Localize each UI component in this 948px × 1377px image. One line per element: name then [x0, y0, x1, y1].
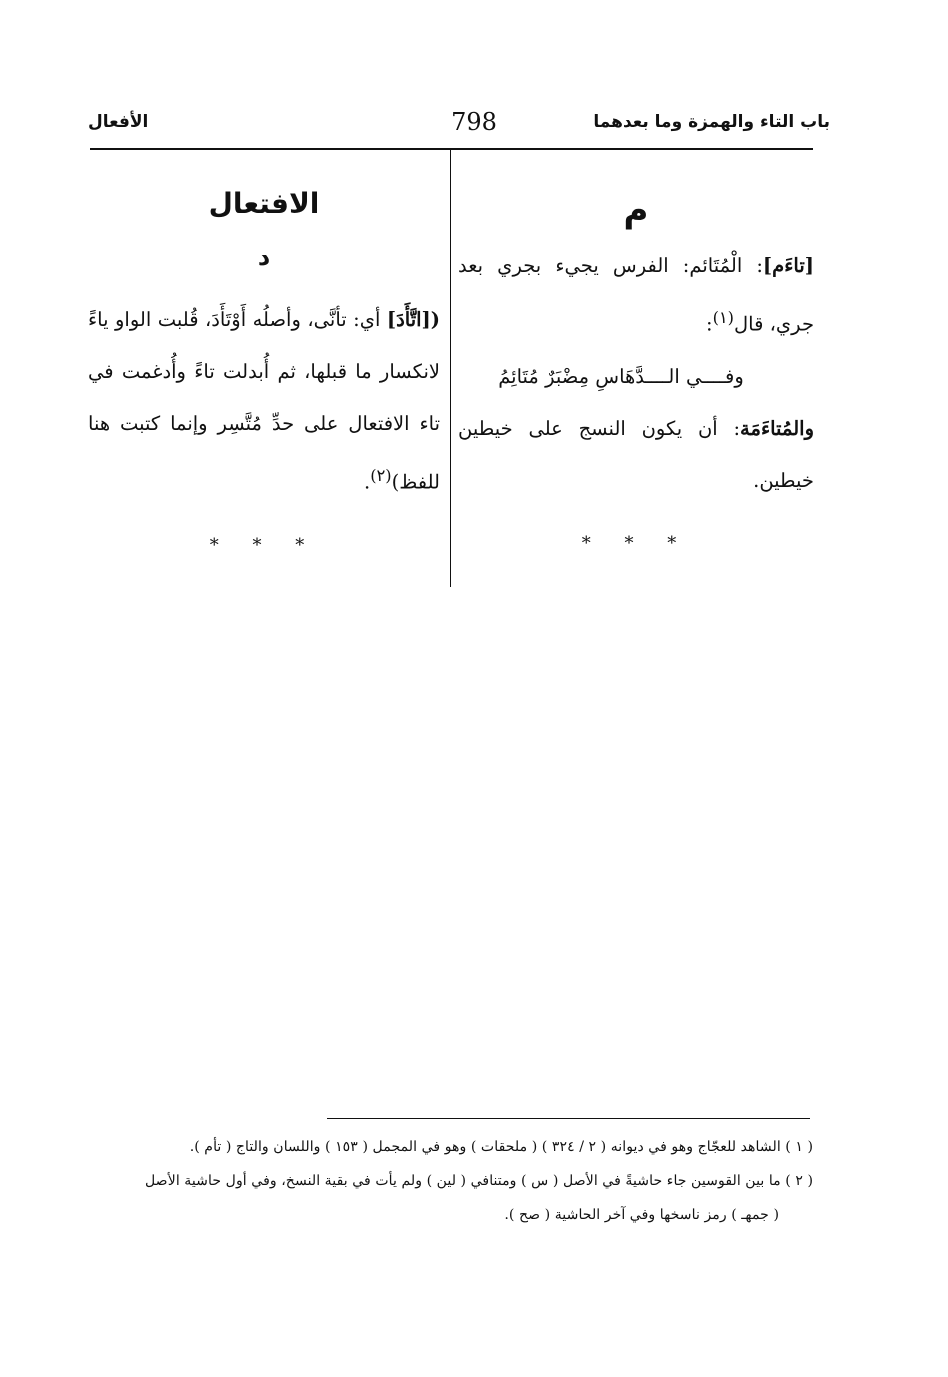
footnote-ref: (١): [712, 308, 734, 327]
section-title: الأفعال: [88, 112, 149, 132]
footnote-ref: (٢): [370, 466, 392, 485]
letter-heading-mim: م: [623, 190, 649, 230]
pattern-heading: الافتعال: [208, 187, 320, 220]
entry-text: : أن يكون النسج على خيطين خيطين.: [458, 416, 814, 492]
header-rule: [90, 148, 813, 150]
footnotes: [88, 1130, 813, 1232]
footnote-2: ( ٢ ) ما بين القوسين جاء حاشيةً في الأصل ( س ) ومتنافي ( لين ) ولم يأت في بقية النسخ، وفي أول حاشية الأصل: [144, 1173, 813, 1189]
section-separator: * * *: [581, 532, 691, 554]
left-column: [88, 180, 440, 561]
entry-text: : الْمُتَائم: الفرس يجيء بجري بعد جري، قال: [458, 254, 814, 336]
entry-text-end: :: [706, 312, 713, 336]
entry-ittaada: [88, 294, 440, 509]
page-number: 798: [451, 108, 497, 136]
footnote-rule: [327, 1118, 810, 1119]
section-separator: * * *: [209, 534, 319, 556]
entry-text-end: .: [363, 470, 371, 494]
chapter-title: باب التاء والهمزة وما بعدهما: [593, 112, 830, 132]
footnote-2-continued: ( جمهـ ) رمز ناسخها وفي آخر الحاشية ( صح ).: [504, 1207, 779, 1223]
entry-headword: [تاءَم]: [762, 254, 814, 277]
verse-line: وفــــي الــــدَّهَاسِ مِضْبَرٌ مُتَائِمُ: [498, 364, 744, 388]
letter-heading-dal: د: [257, 243, 271, 271]
entry-headword: ([اتَّأَدَ]: [386, 308, 440, 331]
entry-text: أي: تأنَّى، وأصلُه أَوْتَأَدَ، قُلبت الواو ياءً لانكسار ما قبلها، ثم أُبدلت تاءً وأُدغمت في تاء الافتعال على حدِّ مُتَّسِر وإنما كتبت هنا للفظ): [88, 308, 440, 494]
footnote-1: ( ١ ) الشاهد للعجّاج وهو في ديوانه ( ٢ / ٣٢٤ ) ( ملحقات ) وهو في المجمل ( ١٥٣ ) واللسان والتاج ( تأم ).: [189, 1139, 813, 1155]
column-divider: [450, 150, 451, 587]
entry-headword: والمُتاءَمَة: [740, 416, 814, 440]
entry-mutaama: [458, 403, 814, 507]
right-column: [458, 180, 814, 559]
entry-taam: [458, 240, 814, 351]
